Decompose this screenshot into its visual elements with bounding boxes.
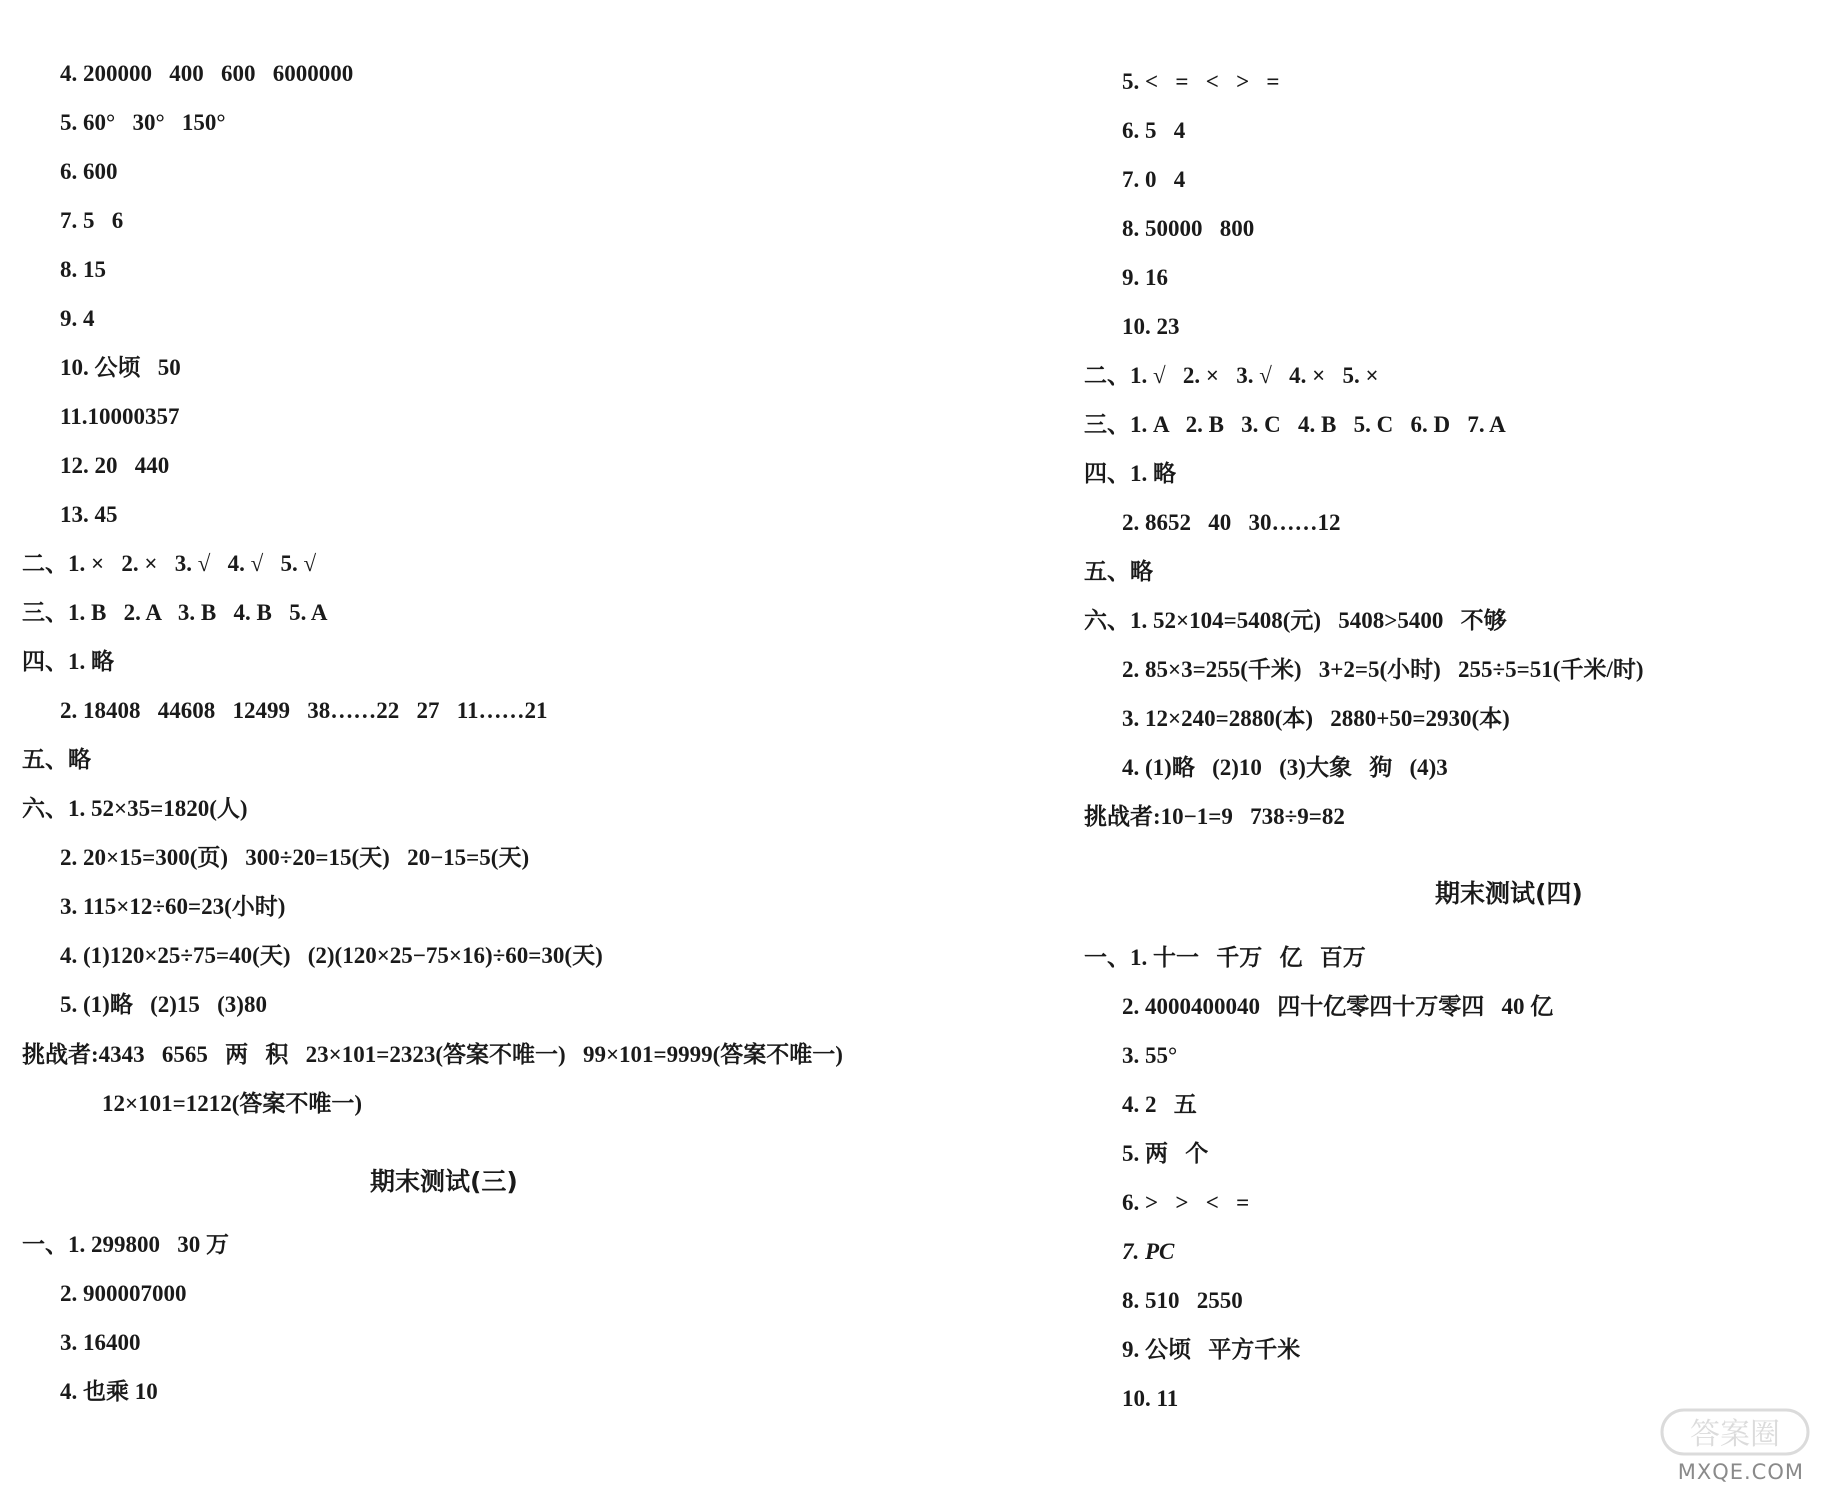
answer-line: 六、1. 52×104=5408(元) 5408>5400 不够	[1084, 608, 1507, 633]
answer-line: 12×101=1212(答案不唯一)	[102, 1091, 363, 1116]
answer-line: 三、1. B 2. A 3. B 4. B 5. A	[22, 600, 328, 625]
section-heading: 期末测试(四)	[1435, 879, 1583, 908]
answer-line: 2. 900007000	[60, 1281, 187, 1306]
answer-line: 7. PC	[1122, 1239, 1175, 1264]
answer-line: 8. 50000 800	[1122, 216, 1255, 241]
answer-line: 7. 0 4	[1122, 167, 1186, 192]
answer-line: 4. (1)略 (2)10 (3)大象 狗 (4)3	[1122, 755, 1448, 780]
answer-line: 4. 2 五	[1122, 1092, 1197, 1117]
answer-line: 13. 45	[60, 502, 118, 527]
answer-line: 6. 600	[60, 159, 118, 184]
left-column	[0, 0, 900, 1492]
answer-line: 四、1. 略	[1084, 461, 1176, 486]
answer-line: 5. (1)略 (2)15 (3)80	[60, 992, 267, 1017]
right-column	[1070, 0, 1810, 1492]
answer-line: 2. 8652 40 30……12	[1122, 510, 1341, 535]
answer-line: 五、略	[22, 747, 91, 772]
answer-line: 9. 公顷 平方千米	[1122, 1337, 1301, 1362]
answer-line: 4. 也乘 10	[60, 1379, 158, 1404]
answer-line: 5. 60° 30° 150°	[60, 110, 226, 135]
answer-line: 10. 公顷 50	[60, 355, 181, 380]
answer-line: 挑战者:10−1=9 738÷9=82	[1084, 804, 1345, 829]
answer-line: 2. 20×15=300(页) 300÷20=15(天) 20−15=5(天)	[60, 845, 530, 870]
answer-line: 一、1. 299800 30 万	[22, 1232, 229, 1257]
answer-line: 5. 两 个	[1122, 1141, 1209, 1166]
answer-line: 三、1. A 2. B 3. C 4. B 5. C 6. D 7. A	[1084, 412, 1506, 437]
answer-line: 二、1. × 2. × 3. √ 4. √ 5. √	[22, 551, 317, 576]
answer-line: 挑战者:4343 6565 两 积 23×101=2323(答案不唯一) 99×101=9999(答案不唯一)	[22, 1042, 843, 1067]
answer-line: 二、1. √ 2. × 3. √ 4. × 5. ×	[1084, 363, 1379, 388]
answer-line: 一、1. 十一 千万 亿 百万	[1084, 945, 1366, 970]
answer-line: 2. 4000400040 四十亿零四十万零四 40 亿	[1122, 994, 1554, 1019]
answer-line: 3. 12×240=2880(本) 2880+50=2930(本)	[1122, 706, 1510, 731]
section-heading: 期末测试(三)	[370, 1167, 518, 1196]
answer-line: 8. 15	[60, 257, 106, 282]
answer-line: 四、1. 略	[22, 649, 114, 674]
answer-line: 10. 23	[1122, 314, 1180, 339]
answer-line: 3. 16400	[60, 1330, 141, 1355]
answer-line: 5. < = < > =	[1122, 69, 1280, 94]
watermark-url: MXQE.COM	[1677, 1460, 1804, 1484]
answer-line: 五、略	[1084, 559, 1153, 584]
answer-line: 3. 115×12÷60=23(小时)	[60, 894, 286, 919]
answer-line: 12. 20 440	[60, 453, 170, 478]
answer-line: 9. 16	[1122, 265, 1168, 290]
answer-line: 4. 200000 400 600 6000000	[60, 61, 354, 86]
answer-line: 六、1. 52×35=1820(人)	[22, 796, 248, 821]
svg-text:答案圈: 答案圈	[1690, 1417, 1780, 1452]
answer-line: 3. 55°	[1122, 1043, 1178, 1068]
answer-line: 8. 510 2550	[1122, 1288, 1243, 1313]
answer-line: 4. (1)120×25÷75=40(天) (2)(120×25−75×16)÷60=30(天)	[60, 943, 603, 968]
answer-line: 6. 5 4	[1122, 118, 1186, 143]
answer-line: 2. 18408 44608 12499 38……22 27 11……21	[60, 698, 548, 723]
answer-line: 7. 5 6	[60, 208, 124, 233]
answer-line: 6. > > < =	[1122, 1190, 1250, 1215]
answer-line: 9. 4	[60, 306, 95, 331]
answer-line: 11.10000357	[60, 404, 180, 429]
answer-line: 10. 11	[1122, 1386, 1179, 1411]
answer-line: 2. 85×3=255(千米) 3+2=5(小时) 255÷5=51(千米/时)	[1122, 657, 1644, 682]
